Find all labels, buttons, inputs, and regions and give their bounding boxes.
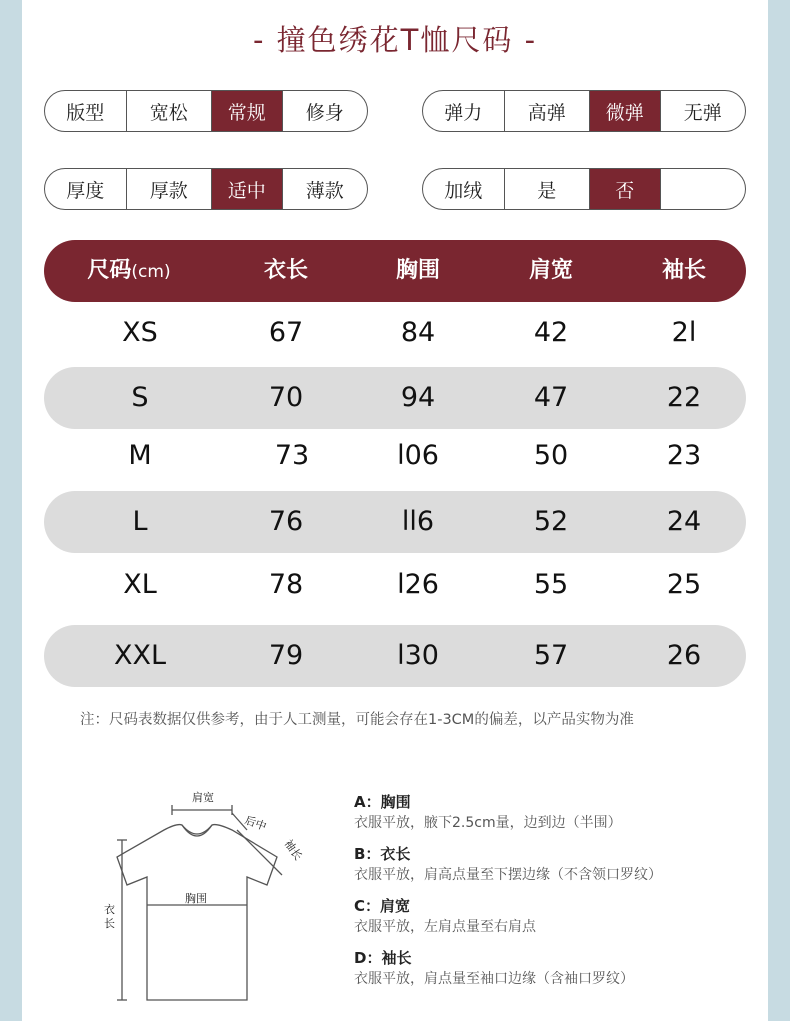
table-row bbox=[44, 425, 746, 487]
cell-size: XS bbox=[122, 317, 158, 348]
header-shoulder: 肩宽 bbox=[528, 258, 573, 283]
cell-size: L bbox=[132, 506, 148, 537]
fleece-yes-option: 是 bbox=[504, 169, 589, 209]
cell-shoulder: 57 bbox=[533, 640, 569, 671]
cell-chest: l26 bbox=[397, 569, 439, 600]
fleece-empty-option bbox=[660, 169, 745, 209]
fleece-label: 加绒 bbox=[444, 179, 483, 202]
cell-sleeve: 23 bbox=[666, 440, 702, 471]
fit-regular-option: 常规 bbox=[211, 91, 282, 131]
note-shoulder-text: 衣服平放，左肩点量至右肩点 bbox=[354, 919, 536, 935]
cell-sleeve: 26 bbox=[666, 640, 702, 671]
stretch-slight-option: 微弹 bbox=[589, 91, 660, 131]
stretch-selector bbox=[422, 90, 746, 132]
tshirt-measure-diagram bbox=[82, 785, 312, 1010]
cell-size: XL bbox=[123, 569, 157, 600]
page-title: - 撞色绣花T恤尺码 - bbox=[252, 23, 538, 57]
stretch-high-option: 高弹 bbox=[504, 91, 589, 131]
cell-size: XXL bbox=[113, 640, 167, 671]
table-row bbox=[44, 625, 746, 687]
cell-length: 79 bbox=[268, 640, 304, 671]
header-unit: (cm) bbox=[131, 262, 171, 282]
cell-length: 78 bbox=[268, 569, 304, 600]
note-sleeve-title: D：袖长 bbox=[354, 949, 412, 967]
note-chest-text: 衣服平放，腋下2.5cm量，边到边（半围） bbox=[354, 815, 622, 831]
note-chest-title: A：胸围 bbox=[354, 793, 411, 811]
note-length-text: 衣服平放，肩高点量至下摆边缘（不含领口罗纹） bbox=[354, 867, 662, 883]
table-row bbox=[44, 491, 746, 553]
fleece-selector bbox=[422, 168, 746, 210]
fit-slim-option: 修身 bbox=[282, 91, 367, 131]
size-chart-page bbox=[22, 0, 768, 1021]
cell-size: S bbox=[131, 382, 149, 413]
header-chest: 胸围 bbox=[395, 258, 440, 283]
cell-size: M bbox=[128, 440, 152, 471]
thickness-medium-option: 适中 bbox=[211, 169, 282, 209]
fleece-no-option: 否 bbox=[589, 169, 660, 209]
thickness-thin-option: 薄款 bbox=[282, 169, 367, 209]
cell-chest: l30 bbox=[397, 640, 439, 671]
thickness-label: 厚度 bbox=[66, 179, 105, 202]
header-size-label: 尺码 bbox=[87, 258, 132, 283]
cell-shoulder: 42 bbox=[533, 317, 569, 348]
diagram-shoulder-label: 肩宽 bbox=[192, 792, 214, 804]
cell-chest: l06 bbox=[397, 440, 439, 471]
cell-shoulder: 52 bbox=[533, 506, 569, 537]
measurement-disclaimer: 注：尺码表数据仅供参考，由于人工测量，可能会存在1-3CM的偏差，以产品实物为准 bbox=[80, 712, 634, 728]
cell-sleeve: 24 bbox=[666, 506, 702, 537]
cell-length: 73 bbox=[274, 440, 310, 471]
table-row bbox=[44, 367, 746, 429]
fit-label: 版型 bbox=[66, 101, 105, 124]
cell-shoulder: 55 bbox=[533, 569, 569, 600]
cell-chest: ll6 bbox=[401, 506, 435, 537]
thickness-selector bbox=[44, 168, 368, 210]
note-sleeve bbox=[354, 948, 662, 990]
diagram-sleeve-label: 袖长 bbox=[281, 837, 304, 863]
stretch-label: 弹力 bbox=[444, 101, 483, 124]
stretch-none-option: 无弹 bbox=[660, 91, 745, 131]
cell-sleeve: 22 bbox=[666, 382, 702, 413]
tshirt-outline-icon bbox=[117, 825, 277, 1000]
note-sleeve-text: 衣服平放，肩点量至袖口边缘（含袖口罗纹） bbox=[354, 971, 634, 987]
cell-length: 70 bbox=[268, 382, 304, 413]
note-length bbox=[354, 844, 662, 886]
cell-sleeve: 2l bbox=[671, 317, 697, 348]
diagram-chest-label: 胸围 bbox=[185, 893, 207, 905]
measurement-notes bbox=[354, 792, 662, 1000]
cell-shoulder: 47 bbox=[533, 382, 569, 413]
table-row bbox=[44, 302, 746, 364]
cell-chest: 94 bbox=[400, 382, 436, 413]
thickness-thick-option: 厚款 bbox=[126, 169, 211, 209]
note-shoulder-title: C：肩宽 bbox=[354, 897, 411, 915]
header-sleeve: 袖长 bbox=[661, 258, 706, 283]
note-chest bbox=[354, 792, 662, 834]
cell-length: 76 bbox=[268, 506, 304, 537]
note-shoulder bbox=[354, 896, 662, 938]
right-page-edge bbox=[768, 0, 790, 1021]
diagram-length-label-bottom: 长 bbox=[104, 918, 115, 930]
note-length-title: B：衣长 bbox=[354, 845, 411, 863]
left-page-edge bbox=[0, 0, 22, 1021]
table-row bbox=[44, 554, 746, 616]
cell-shoulder: 50 bbox=[533, 440, 569, 471]
diagram-length-label-top: 衣 bbox=[104, 904, 115, 916]
cell-length: 67 bbox=[268, 317, 304, 348]
fit-selector bbox=[44, 90, 368, 132]
cell-chest: 84 bbox=[400, 317, 436, 348]
header-size bbox=[59, 240, 199, 302]
cell-sleeve: 25 bbox=[666, 569, 702, 600]
header-length: 衣长 bbox=[263, 258, 308, 283]
diagram-back-label: 后中 bbox=[242, 814, 268, 834]
fit-loose-option: 宽松 bbox=[126, 91, 211, 131]
size-table-header bbox=[44, 240, 746, 302]
